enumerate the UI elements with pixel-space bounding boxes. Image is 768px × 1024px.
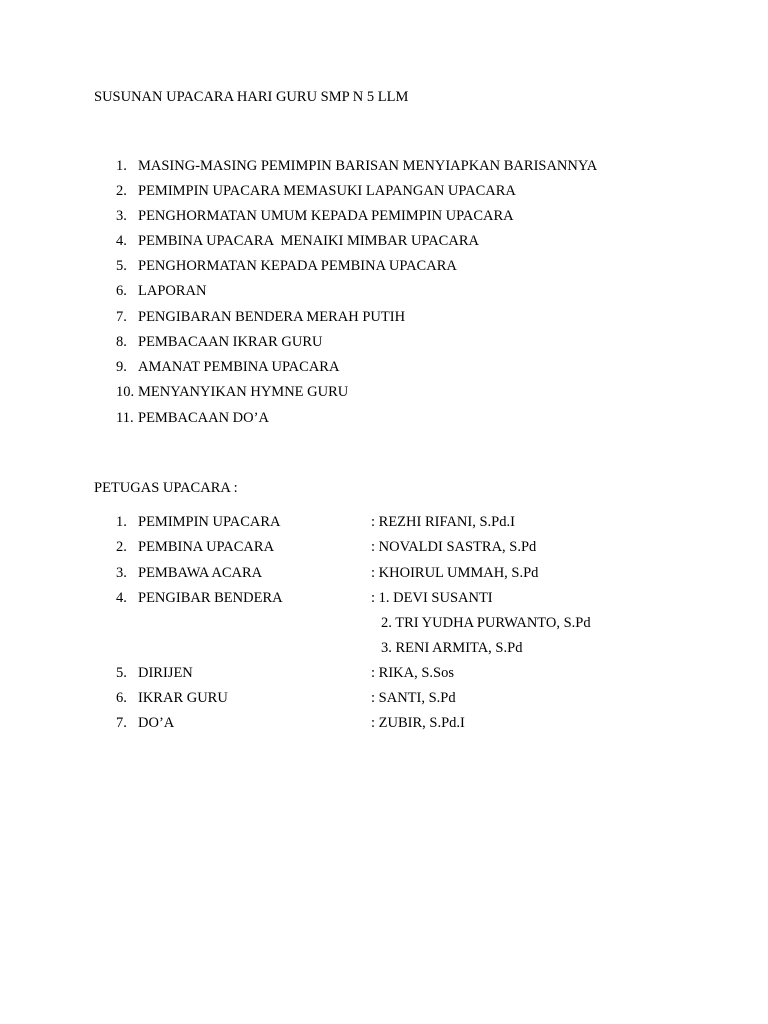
officer-name: : REZHI RIFANI, S.Pd.I bbox=[371, 514, 515, 530]
agenda-number: 11. bbox=[116, 410, 134, 426]
agenda-text: LAPORAN bbox=[138, 283, 207, 299]
officer-role: PEMBINA UPACARA bbox=[138, 539, 275, 555]
officer-number: 3. bbox=[116, 565, 127, 581]
agenda-number: 1. bbox=[116, 158, 127, 174]
officer-role: PEMIMPIN UPACARA bbox=[138, 514, 281, 530]
agenda-text: PENGHORMATAN KEPADA PEMBINA UPACARA bbox=[138, 258, 457, 274]
document-title: SUSUNAN UPACARA HARI GURU SMP N 5 LLM bbox=[94, 89, 409, 105]
agenda-number: 9. bbox=[116, 359, 127, 375]
agenda-text: PEMBACAAN IKRAR GURU bbox=[138, 334, 323, 350]
officer-name-continued: 2. TRI YUDHA PURWANTO, S.Pd bbox=[381, 615, 591, 631]
agenda-number: 2. bbox=[116, 183, 127, 199]
officer-name: : SANTI, S.Pd bbox=[371, 690, 456, 706]
agenda-number: 5. bbox=[116, 258, 127, 274]
officer-name: : 1. DEVI SUSANTI bbox=[371, 590, 493, 606]
officer-role: IKRAR GURU bbox=[138, 690, 228, 706]
officer-number: 5. bbox=[116, 665, 127, 681]
officer-number: 7. bbox=[116, 715, 127, 731]
officer-name: : KHOIRUL UMMAH, S.Pd bbox=[371, 565, 539, 581]
officer-name: : NOVALDI SASTRA, S.Pd bbox=[371, 539, 537, 555]
officers-title: PETUGAS UPACARA : bbox=[94, 480, 238, 496]
agenda-text: MENYANYIKAN HYMNE GURU bbox=[138, 384, 349, 400]
agenda-text: PENGIBARAN BENDERA MERAH PUTIH bbox=[138, 309, 406, 325]
officer-name: : ZUBIR, S.Pd.I bbox=[371, 715, 465, 731]
agenda-text: PEMIMPIN UPACARA MEMASUKI LAPANGAN UPACARA bbox=[138, 183, 516, 199]
agenda-text: AMANAT PEMBINA UPACARA bbox=[138, 359, 340, 375]
officer-role: PENGIBAR BENDERA bbox=[138, 590, 283, 606]
agenda-number: 7. bbox=[116, 309, 127, 325]
agenda-text: PEMBINA UPACARA MENAIKI MIMBAR UPACARA bbox=[138, 233, 479, 249]
agenda-number: 4. bbox=[116, 233, 127, 249]
agenda-number: 6. bbox=[116, 283, 127, 299]
officer-number: 4. bbox=[116, 590, 127, 606]
officer-number: 6. bbox=[116, 690, 127, 706]
agenda-number: 3. bbox=[116, 208, 127, 224]
officer-number: 2. bbox=[116, 539, 127, 555]
agenda-text: MASING-MASING PEMIMPIN BARISAN MENYIAPKAN BARISANNYA bbox=[138, 158, 598, 174]
officer-name-continued: 3. RENI ARMITA, S.Pd bbox=[381, 640, 523, 656]
officer-name: : RIKA, S.Sos bbox=[371, 665, 454, 681]
agenda-text: PENGHORMATAN UMUM KEPADA PEMIMPIN UPACARA bbox=[138, 208, 514, 224]
officer-role: PEMBAWA ACARA bbox=[138, 565, 263, 581]
officer-number: 1. bbox=[116, 514, 127, 530]
officer-role: DO’A bbox=[138, 715, 175, 731]
agenda-number: 8. bbox=[116, 334, 127, 350]
officer-role: DIRIJEN bbox=[138, 665, 193, 681]
agenda-text: PEMBACAAN DO’A bbox=[138, 410, 269, 426]
agenda-number: 10. bbox=[116, 384, 135, 400]
